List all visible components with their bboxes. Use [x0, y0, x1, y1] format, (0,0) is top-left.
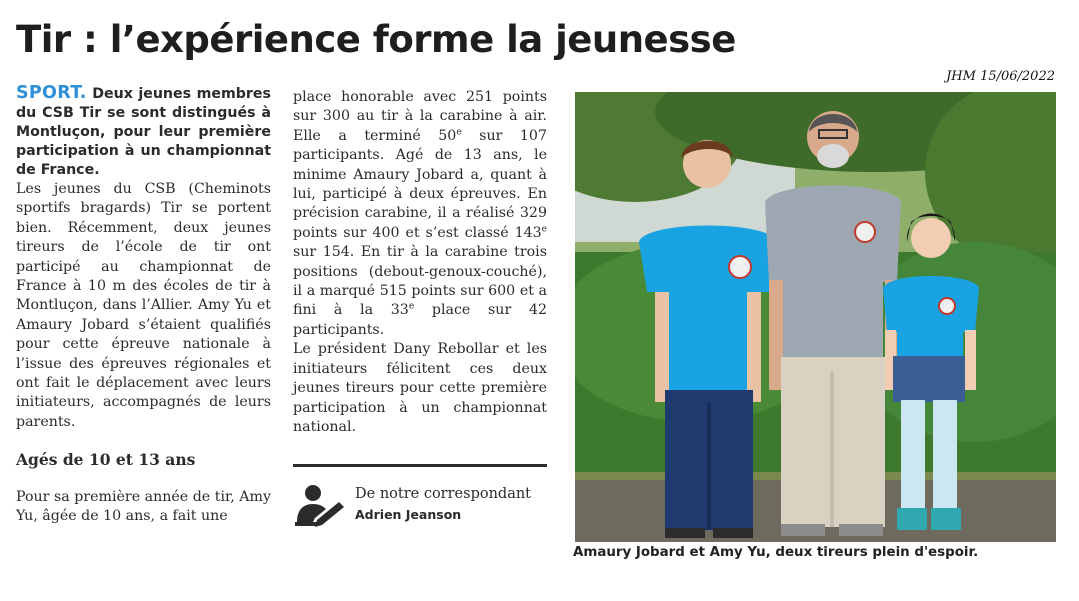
- p3-sup-1: e: [456, 127, 462, 138]
- article-lead: [16, 84, 271, 180]
- signature-line: De notre correspondant: [355, 486, 532, 502]
- article-photo: [575, 92, 1056, 542]
- p3-sup-2: e: [541, 224, 547, 235]
- dateline: JHM 15/06/2022: [946, 69, 1055, 84]
- paragraph-4: Le président Dany Rebollar et les initiateurs félicitent ces deux jeunes tireurs pour cette première participation à un championnat national.: [293, 341, 547, 435]
- correspondent-name: Adrien Jeanson: [355, 507, 462, 522]
- subheading: Agés de 10 et 13 ans: [16, 450, 196, 470]
- section-kicker: SPORT.: [16, 83, 87, 103]
- p3-text-a: place honorable avec 251 points sur 300 au tir à la carabine à air. Elle a terminé 50: [293, 89, 547, 144]
- correspondent-signature: [293, 484, 547, 530]
- photo-illustration: [575, 92, 1056, 542]
- signature-divider: [293, 464, 547, 467]
- p3-text-c: sur 154. En tir à la carabine trois positions (debout-genoux-couché), il a marqué 515 points sur 600 et a fini à la 33: [293, 244, 547, 319]
- photo-caption: Amaury Jobard et Amy Yu, deux tireurs plein d'espoir.: [573, 545, 979, 560]
- article-headline: Tir : l’expérience forme la jeunesse: [16, 18, 736, 61]
- article-column-1: [16, 84, 271, 527]
- correspondent-writing-icon: [293, 484, 347, 528]
- p3-text-b: sur 107 participants. Agé de 13 ans, le minime Amaury Jobard a, quant à lui, participé à deux épreuves. En précision carabine, il a réalisé 329 points sur 400 et s’est classé 143: [293, 127, 547, 241]
- p3-text-d: place sur 42 participants.: [293, 302, 547, 338]
- paragraph-3: [293, 88, 547, 340]
- article-column-2: [293, 88, 547, 437]
- paragraph-1: Les jeunes du CSB (Cheminots sportifs bragards) Tir se portent bien. Récemment, deux jeunes tireurs de l’école de tir ont participé au championnat de France à 10 m des écoles de tir à Montluçon, dans l’Allier. Amy Yu et Amaury Jobard s’étaient qualifiés pour cette épreuve nationale à l’issue des épreuves régionales et ont fait le déplacement avec leurs initiateurs, accompagnés de leurs parents.: [16, 181, 271, 430]
- paragraph-2: Pour sa première année de tir, Amy Yu, âgée de 10 ans, a fait une: [16, 488, 271, 525]
- p3-sup-3: e: [408, 301, 415, 312]
- lead-text: Deux jeunes membres du CSB Tir se sont distingués à Montluçon, pour leur première participation à un championnat de France.: [16, 86, 271, 178]
